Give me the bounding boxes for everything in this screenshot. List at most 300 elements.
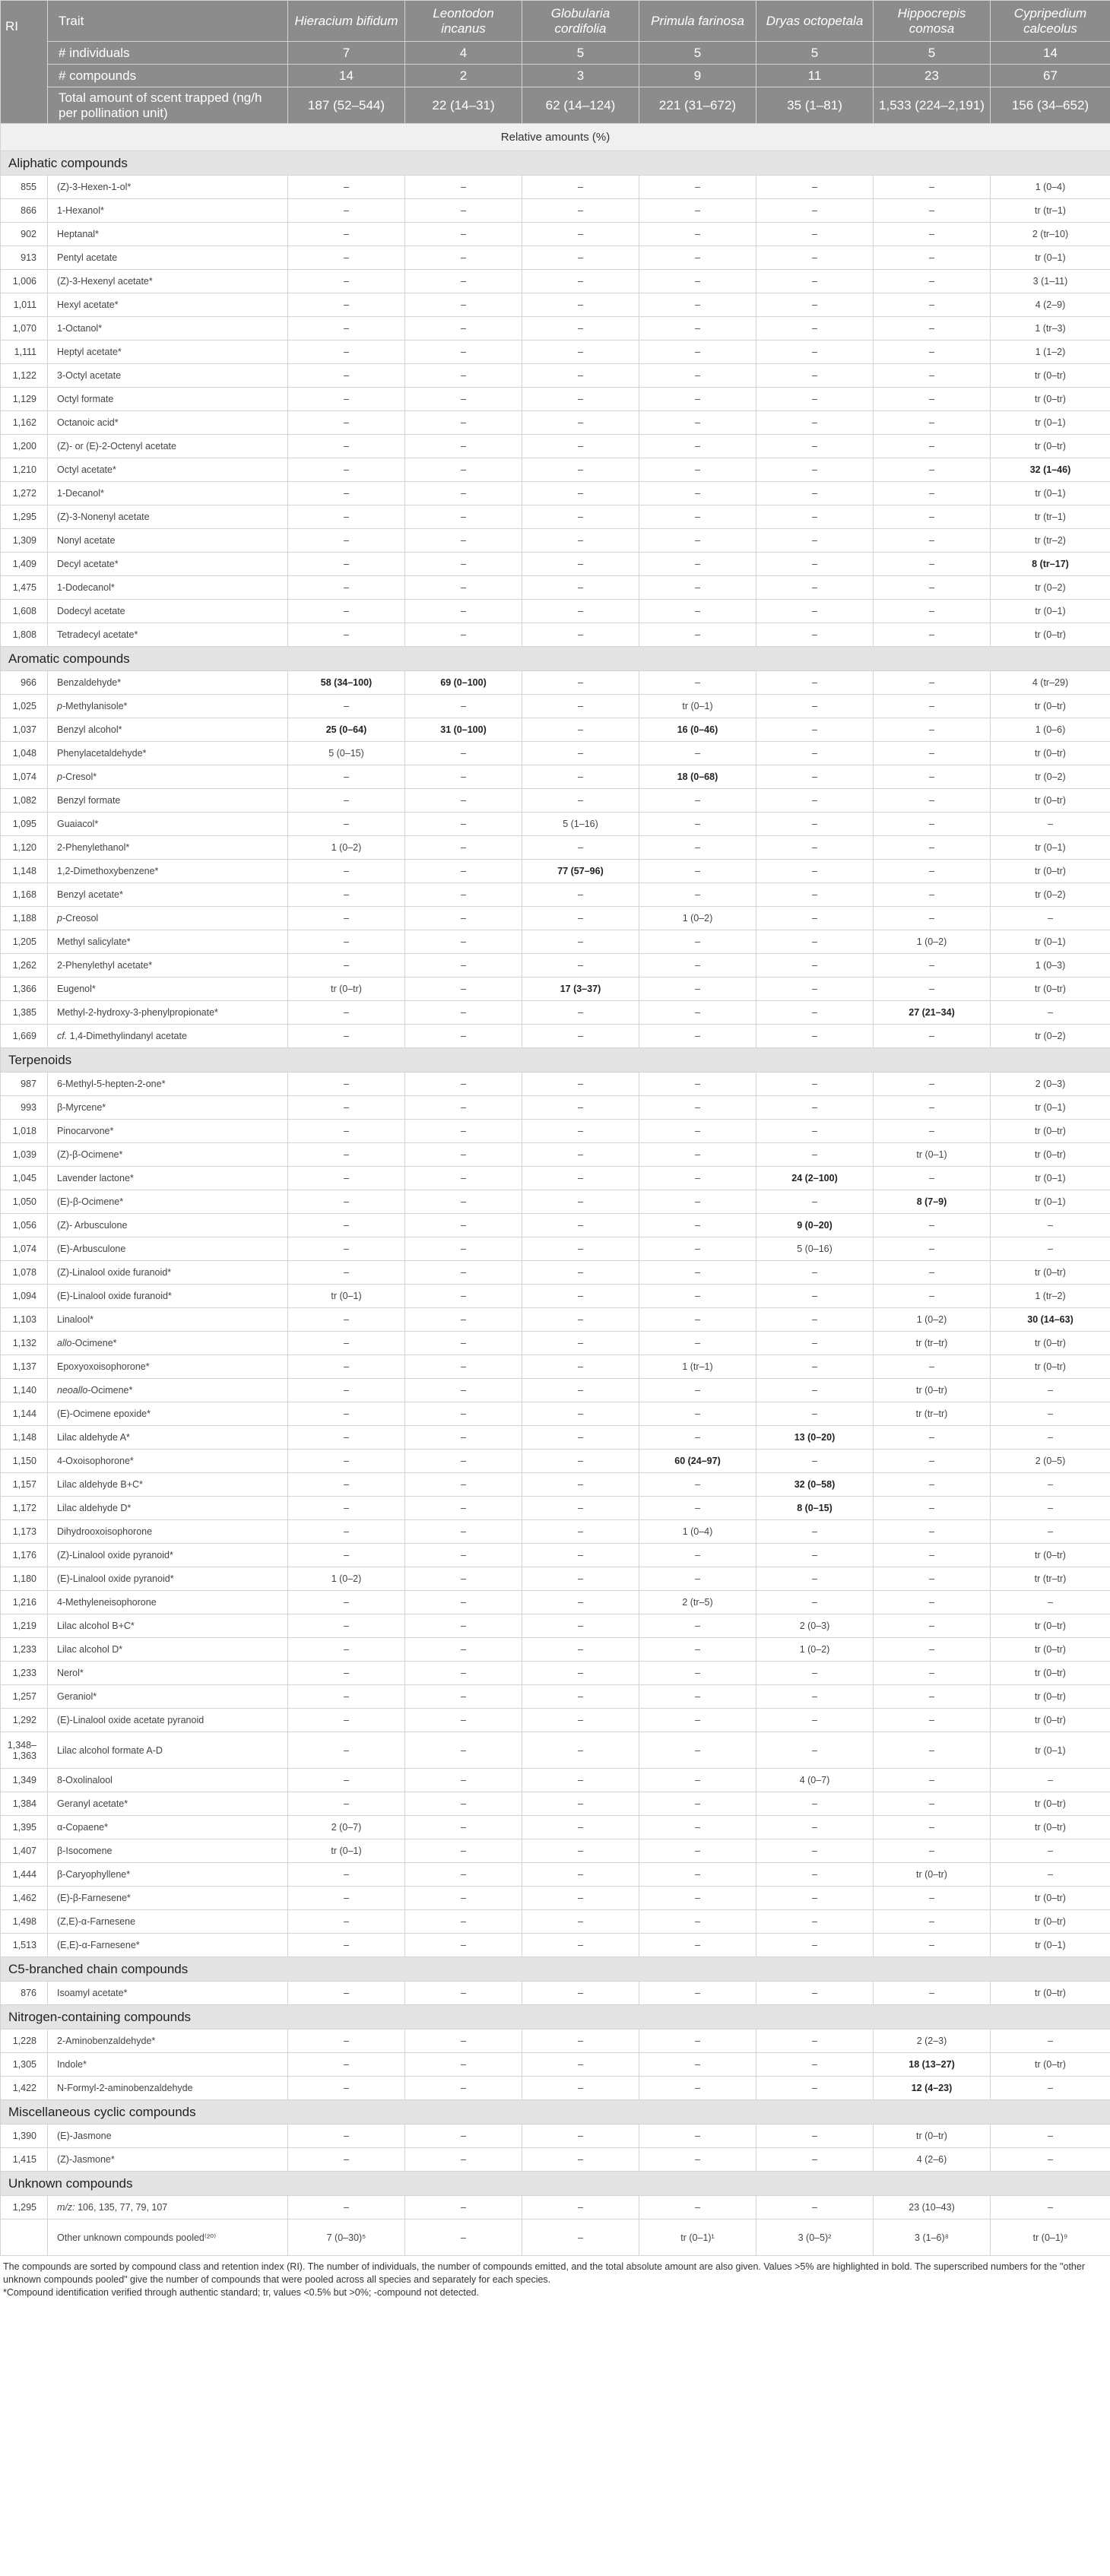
relative-amount-cell: 3 (0–5)² bbox=[756, 2220, 874, 2256]
relative-amount-cell: – bbox=[874, 1237, 991, 1261]
retention-index: 993 bbox=[1, 1096, 48, 1120]
relative-amount-cell: – bbox=[874, 600, 991, 623]
relative-amount-cell: – bbox=[522, 1167, 639, 1190]
relative-amount-cell: – bbox=[405, 1025, 522, 1048]
table-row bbox=[1, 2029, 1110, 2053]
relative-amount-cell: – bbox=[639, 1638, 756, 1662]
table-row bbox=[1, 742, 1110, 765]
relative-amount-cell: – bbox=[522, 223, 639, 246]
species-header: Globularia cordifolia bbox=[522, 1, 639, 42]
relative-amount-cell: – bbox=[756, 1662, 874, 1685]
compound-name: Benzyl formate bbox=[48, 789, 288, 813]
relative-amount-cell: tr (0–1) bbox=[991, 1732, 1110, 1769]
relative-amount-cell: – bbox=[405, 176, 522, 199]
relative-amount-cell: – bbox=[874, 458, 991, 482]
relative-amount-cell: tr (0–tr) bbox=[991, 388, 1110, 411]
relative-amount-cell: – bbox=[874, 1982, 991, 2005]
retention-index: 1,233 bbox=[1, 1638, 48, 1662]
relative-amount-cell: – bbox=[874, 1887, 991, 1910]
relative-amount-cell: – bbox=[405, 907, 522, 930]
table-row bbox=[1, 529, 1110, 553]
relative-amount-cell: tr (0–tr) bbox=[991, 860, 1110, 883]
table-row bbox=[1, 1982, 1110, 2005]
relative-amount-cell: 2 (0–3) bbox=[756, 1614, 874, 1638]
compound-name: m/z: 106, 135, 77, 79, 107 bbox=[48, 2196, 288, 2220]
relative-amount-cell: – bbox=[639, 576, 756, 600]
relative-amount-cell: – bbox=[522, 1839, 639, 1863]
relative-amount-cell: – bbox=[288, 695, 405, 718]
relative-amount-cell: – bbox=[288, 364, 405, 388]
relative-amount-cell: – bbox=[874, 742, 991, 765]
relative-amount-cell: 60 (24–97) bbox=[639, 1450, 756, 1473]
compound-name: p-Methylanisole* bbox=[48, 695, 288, 718]
relative-amount-cell: – bbox=[874, 1816, 991, 1839]
relative-amount-cell: – bbox=[288, 1143, 405, 1167]
relative-amount-cell: – bbox=[874, 1167, 991, 1190]
retention-index: 1,140 bbox=[1, 1379, 48, 1402]
table-row bbox=[1, 1638, 1110, 1662]
table-row bbox=[1, 1096, 1110, 1120]
table-row bbox=[1, 977, 1110, 1001]
retention-index: 1,233 bbox=[1, 1662, 48, 1685]
relative-amount-cell: – bbox=[639, 1732, 756, 1769]
relative-amount-cell: – bbox=[522, 742, 639, 765]
relative-amount-cell: – bbox=[288, 2053, 405, 2077]
compound-name: Benzyl acetate* bbox=[48, 883, 288, 907]
relative-amount-cell: – bbox=[756, 977, 874, 1001]
relative-amount-cell: – bbox=[405, 1402, 522, 1426]
retention-index: 1,070 bbox=[1, 317, 48, 341]
relative-amount-cell: – bbox=[405, 270, 522, 293]
relative-amount-cell: 32 (1–46) bbox=[991, 458, 1110, 482]
retention-index: 1,216 bbox=[1, 1591, 48, 1614]
trait-value: 9 bbox=[639, 65, 756, 87]
table-row bbox=[1, 2196, 1110, 2220]
relative-amount-cell: – bbox=[288, 1402, 405, 1426]
relative-amount-cell: – bbox=[288, 2077, 405, 2100]
relative-amount-cell: – bbox=[756, 1934, 874, 1957]
relative-amount-cell: – bbox=[405, 223, 522, 246]
trait-value: 156 (34–652) bbox=[991, 87, 1110, 124]
relative-amount-cell: 16 (0–46) bbox=[639, 718, 756, 742]
compound-name: neoallo-Ocimene* bbox=[48, 1379, 288, 1402]
relative-amount-cell: – bbox=[405, 388, 522, 411]
retention-index: 1,172 bbox=[1, 1497, 48, 1520]
compound-name: Nerol* bbox=[48, 1662, 288, 1685]
relative-amount-cell: – bbox=[991, 1237, 1110, 1261]
relative-amount-cell: tr (0–tr) bbox=[991, 1910, 1110, 1934]
relative-amount-cell: – bbox=[874, 718, 991, 742]
relative-amount-cell: tr (tr–tr) bbox=[991, 1567, 1110, 1591]
retention-index: 1,462 bbox=[1, 1887, 48, 1910]
compound-name: 6-Methyl-5-hepten-2-one* bbox=[48, 1073, 288, 1096]
relative-amount-cell: – bbox=[991, 2124, 1110, 2148]
relative-amount-cell: – bbox=[639, 1096, 756, 1120]
section-header-row bbox=[1, 151, 1110, 176]
relative-amount-cell: – bbox=[288, 1497, 405, 1520]
relative-amount-cell: – bbox=[522, 2029, 639, 2053]
table-row bbox=[1, 813, 1110, 836]
relative-amount-cell: – bbox=[288, 1450, 405, 1473]
relative-amount-cell: – bbox=[639, 1473, 756, 1497]
compound-name: (E)-β-Ocimene* bbox=[48, 1190, 288, 1214]
relative-amount-cell: – bbox=[522, 1473, 639, 1497]
relative-amount-cell: – bbox=[756, 435, 874, 458]
relative-amount-cell: 13 (0–20) bbox=[756, 1426, 874, 1450]
table-row bbox=[1, 1769, 1110, 1792]
table-row bbox=[1, 1816, 1110, 1839]
relative-amount-cell: – bbox=[405, 482, 522, 505]
relative-amount-cell: – bbox=[522, 1567, 639, 1591]
compound-name: β-Isocomene bbox=[48, 1839, 288, 1863]
table-row bbox=[1, 1473, 1110, 1497]
table-row bbox=[1, 270, 1110, 293]
relative-amount-cell: tr (tr–1) bbox=[991, 199, 1110, 223]
compound-name: 1-Octanol* bbox=[48, 317, 288, 341]
relative-amount-cell: – bbox=[756, 1355, 874, 1379]
relative-amount-cell: – bbox=[756, 930, 874, 954]
retention-index: 1,078 bbox=[1, 1261, 48, 1285]
relative-amount-cell: 2 (0–3) bbox=[991, 1073, 1110, 1096]
relative-amount-cell: – bbox=[639, 2124, 756, 2148]
relative-amount-cell: – bbox=[639, 341, 756, 364]
relative-amount-cell: – bbox=[405, 576, 522, 600]
relative-amount-cell: – bbox=[288, 1190, 405, 1214]
retention-index: 1,305 bbox=[1, 2053, 48, 2077]
retention-index: 1,074 bbox=[1, 765, 48, 789]
section-header-row bbox=[1, 1048, 1110, 1073]
relative-amount-cell: – bbox=[405, 1379, 522, 1402]
relative-amount-cell: 8 (tr–17) bbox=[991, 553, 1110, 576]
relative-amount-cell: – bbox=[756, 907, 874, 930]
relative-amount-cell: – bbox=[639, 482, 756, 505]
relative-amount-cell: tr (0–1) bbox=[288, 1285, 405, 1308]
relative-amount-cell: – bbox=[874, 1261, 991, 1285]
compound-name: 8-Oxolinalool bbox=[48, 1769, 288, 1792]
relative-amount-cell: tr (0–tr) bbox=[991, 695, 1110, 718]
relative-amount-cell: tr (0–tr) bbox=[991, 1662, 1110, 1685]
relative-amount-cell: – bbox=[288, 223, 405, 246]
relative-amount-cell: tr (0–1) bbox=[991, 246, 1110, 270]
retention-index: 1,006 bbox=[1, 270, 48, 293]
compound-name: Benzyl alcohol* bbox=[48, 718, 288, 742]
compound-name: Heptanal* bbox=[48, 223, 288, 246]
retention-index: 1,808 bbox=[1, 623, 48, 647]
relative-amount-cell: – bbox=[405, 2196, 522, 2220]
retention-index: 1,120 bbox=[1, 836, 48, 860]
relative-amount-cell: 1 (0–4) bbox=[639, 1520, 756, 1544]
relative-amount-cell: tr (0–tr) bbox=[991, 2053, 1110, 2077]
relative-amount-cell: – bbox=[756, 2053, 874, 2077]
compound-name: (E,E)-α-Farnesene* bbox=[48, 1934, 288, 1957]
relative-amount-cell: – bbox=[522, 907, 639, 930]
relative-amount-cell: – bbox=[522, 954, 639, 977]
compound-name: Lavender lactone* bbox=[48, 1167, 288, 1190]
relative-amount-cell: – bbox=[522, 2053, 639, 2077]
species-header: Primula farinosa bbox=[639, 1, 756, 42]
relative-amount-cell: – bbox=[874, 1910, 991, 1934]
relative-amount-cell: – bbox=[522, 718, 639, 742]
table-row bbox=[1, 1910, 1110, 1934]
species-header: Hippocrepis comosa bbox=[874, 1, 991, 42]
relative-amount-cell: – bbox=[522, 1190, 639, 1214]
table-row bbox=[1, 2077, 1110, 2100]
relative-amount-cell: tr (0–tr) bbox=[991, 742, 1110, 765]
retention-index: 1,074 bbox=[1, 1237, 48, 1261]
relative-amount-cell: tr (0–tr) bbox=[874, 1379, 991, 1402]
relative-amount-cell: – bbox=[874, 1614, 991, 1638]
relative-amount-cell: – bbox=[405, 1910, 522, 1934]
table-row bbox=[1, 388, 1110, 411]
compound-name: Pinocarvone* bbox=[48, 1120, 288, 1143]
compound-name: (Z)-3-Hexenyl acetate* bbox=[48, 270, 288, 293]
relative-amount-cell: – bbox=[874, 1450, 991, 1473]
relative-amount-cell: – bbox=[405, 1769, 522, 1792]
relative-amount-cell: – bbox=[288, 623, 405, 647]
relative-amount-cell: tr (0–tr) bbox=[991, 1614, 1110, 1638]
relative-amount-cell: – bbox=[405, 364, 522, 388]
relative-amount-cell: – bbox=[874, 199, 991, 223]
relative-amount-cell: – bbox=[874, 1567, 991, 1591]
relative-amount-cell: – bbox=[639, 1285, 756, 1308]
compound-name: Nonyl acetate bbox=[48, 529, 288, 553]
relative-amount-cell: – bbox=[874, 576, 991, 600]
relative-amount-cell: – bbox=[874, 505, 991, 529]
relative-amount-cell: – bbox=[756, 1709, 874, 1732]
relative-amount-cell: 69 (0–100) bbox=[405, 671, 522, 695]
relative-amount-cell: – bbox=[288, 1863, 405, 1887]
relative-amount-cell: – bbox=[756, 718, 874, 742]
table-row bbox=[1, 1355, 1110, 1379]
table-row bbox=[1, 246, 1110, 270]
relative-amount-cell: – bbox=[405, 1816, 522, 1839]
relative-amount-cell: – bbox=[288, 1001, 405, 1025]
relative-amount-cell: – bbox=[288, 1308, 405, 1332]
relative-amount-cell: – bbox=[874, 1792, 991, 1816]
relative-amount-cell: – bbox=[874, 1769, 991, 1792]
relative-amount-cell: 4 (0–7) bbox=[756, 1769, 874, 1792]
header-row-trait bbox=[1, 1, 1110, 42]
relative-amount-cell: tr (0–1) bbox=[288, 1839, 405, 1863]
relative-amount-cell: 7 (0–30)⁵ bbox=[288, 2220, 405, 2256]
relative-amount-cell: – bbox=[874, 341, 991, 364]
retention-index: 1,039 bbox=[1, 1143, 48, 1167]
relative-amount-cell: – bbox=[991, 1473, 1110, 1497]
relative-amount-cell: – bbox=[874, 1214, 991, 1237]
relative-amount-cell: – bbox=[756, 1261, 874, 1285]
table-row bbox=[1, 1520, 1110, 1544]
relative-amount-cell: – bbox=[639, 1685, 756, 1709]
table-row bbox=[1, 1709, 1110, 1732]
relative-amount-cell: – bbox=[874, 789, 991, 813]
relative-amount-cell: – bbox=[874, 1120, 991, 1143]
relative-amount-cell: – bbox=[288, 2029, 405, 2053]
relative-amount-cell: – bbox=[405, 2029, 522, 2053]
relative-amount-cell: – bbox=[756, 553, 874, 576]
relative-amount-cell: 1 (0–3) bbox=[991, 954, 1110, 977]
compound-name: Pentyl acetate bbox=[48, 246, 288, 270]
relative-amount-cell: 3 (1–11) bbox=[991, 270, 1110, 293]
relative-amount-cell: – bbox=[639, 317, 756, 341]
relative-amount-cell: – bbox=[874, 1073, 991, 1096]
relative-amount-cell: – bbox=[639, 1839, 756, 1863]
trait-value: 2 bbox=[405, 65, 522, 87]
relative-amount-cell: – bbox=[639, 1025, 756, 1048]
relative-amount-cell: – bbox=[405, 529, 522, 553]
relative-amount-cell: – bbox=[288, 505, 405, 529]
retention-index: 1,137 bbox=[1, 1355, 48, 1379]
relative-amount-cell: – bbox=[288, 2124, 405, 2148]
table-row bbox=[1, 1450, 1110, 1473]
relative-amount-cell: – bbox=[288, 411, 405, 435]
retention-index: 855 bbox=[1, 176, 48, 199]
compound-name: (Z)-Jasmone* bbox=[48, 2148, 288, 2172]
relative-amount-cell: – bbox=[405, 2220, 522, 2256]
relative-amount-cell: – bbox=[874, 435, 991, 458]
relative-amount-cell: 5 (0–16) bbox=[756, 1237, 874, 1261]
table-row bbox=[1, 1073, 1110, 1096]
relative-amount-cell: – bbox=[288, 1473, 405, 1497]
relative-amount-cell: – bbox=[756, 2124, 874, 2148]
relative-amount-cell: – bbox=[874, 1709, 991, 1732]
relative-amount-cell: – bbox=[522, 1769, 639, 1792]
relative-amount-cell: – bbox=[639, 199, 756, 223]
retention-index: 1,132 bbox=[1, 1332, 48, 1355]
retention-index: 902 bbox=[1, 223, 48, 246]
table-row bbox=[1, 765, 1110, 789]
relative-amount-cell: – bbox=[639, 1237, 756, 1261]
relative-amount-cell: – bbox=[756, 1863, 874, 1887]
relative-amount-cell: – bbox=[639, 1261, 756, 1285]
table-row bbox=[1, 458, 1110, 482]
relative-amount-cell: – bbox=[991, 907, 1110, 930]
table-row bbox=[1, 1120, 1110, 1143]
trait-label: Total amount of scent trapped (ng/h per pollination unit) bbox=[48, 87, 288, 124]
relative-amount-cell: – bbox=[756, 813, 874, 836]
relative-amount-cell: – bbox=[522, 1934, 639, 1957]
relative-amount-cell: – bbox=[288, 813, 405, 836]
relative-amount-cell: – bbox=[288, 1332, 405, 1355]
relative-amount-cell: – bbox=[756, 1120, 874, 1143]
relative-amount-cell: – bbox=[756, 1685, 874, 1709]
relative-amount-cell: – bbox=[288, 1426, 405, 1450]
relative-amount-cell: – bbox=[991, 2077, 1110, 2100]
relative-amount-cell: – bbox=[874, 411, 991, 435]
relative-amount-cell: – bbox=[639, 270, 756, 293]
relative-amount-cell: – bbox=[756, 576, 874, 600]
relative-amount-cell: – bbox=[405, 1001, 522, 1025]
retention-index: 1,168 bbox=[1, 883, 48, 907]
relative-amount-cell: – bbox=[756, 223, 874, 246]
table-row bbox=[1, 836, 1110, 860]
relative-amount-cell: – bbox=[405, 1887, 522, 1910]
relative-amount-cell: – bbox=[756, 411, 874, 435]
relative-amount-cell: – bbox=[756, 789, 874, 813]
compound-name: 1-Hexanol* bbox=[48, 199, 288, 223]
compound-name: Lilac alcohol D* bbox=[48, 1638, 288, 1662]
compound-name: Hexyl acetate* bbox=[48, 293, 288, 317]
relative-amount-cell: tr (0–1) bbox=[874, 1143, 991, 1167]
retention-index: 1,366 bbox=[1, 977, 48, 1001]
table-row bbox=[1, 553, 1110, 576]
relative-amount-cell: – bbox=[874, 1544, 991, 1567]
relative-amount-cell: – bbox=[288, 1792, 405, 1816]
relative-amount-cell: – bbox=[639, 1073, 756, 1096]
table-row bbox=[1, 2053, 1110, 2077]
relative-amount-cell: 27 (21–34) bbox=[874, 1001, 991, 1025]
table-row bbox=[1, 482, 1110, 505]
relative-amount-cell: – bbox=[522, 199, 639, 223]
relative-amount-cell: – bbox=[405, 2053, 522, 2077]
relative-amount-cell: 1 (0–4) bbox=[991, 176, 1110, 199]
compound-name: p-Creosol bbox=[48, 907, 288, 930]
retention-index: 1,349 bbox=[1, 1769, 48, 1792]
relative-amount-cell: – bbox=[522, 576, 639, 600]
relative-amount-cell: – bbox=[405, 600, 522, 623]
table-row bbox=[1, 1839, 1110, 1863]
table-row bbox=[1, 293, 1110, 317]
relative-amount-cell: – bbox=[522, 1863, 639, 1887]
table-row bbox=[1, 1025, 1110, 1048]
compound-name: (Z)-Linalool oxide pyranoid* bbox=[48, 1544, 288, 1567]
retention-index: 1,111 bbox=[1, 341, 48, 364]
trait-value: 14 bbox=[288, 65, 405, 87]
relative-amount-cell: – bbox=[522, 1497, 639, 1520]
relative-amount-cell: – bbox=[288, 482, 405, 505]
relative-amount-cell: – bbox=[522, 388, 639, 411]
relative-amount-cell: – bbox=[405, 2124, 522, 2148]
relative-amount-cell: tr (0–tr) bbox=[991, 977, 1110, 1001]
compound-name: 4-Methyleneisophorone bbox=[48, 1591, 288, 1614]
relative-amount-cell: – bbox=[522, 1982, 639, 2005]
species-header: Leontodon incanus bbox=[405, 1, 522, 42]
retention-index: 1,095 bbox=[1, 813, 48, 836]
table-row bbox=[1, 1544, 1110, 1567]
relative-amount-cell: – bbox=[522, 411, 639, 435]
relative-amount-cell: tr (0–tr) bbox=[991, 1261, 1110, 1285]
relative-amount-cell: tr (0–1) bbox=[991, 1096, 1110, 1120]
relative-amount-cell: – bbox=[288, 1214, 405, 1237]
relative-amount-cell: – bbox=[522, 2077, 639, 2100]
relative-amount-cell: – bbox=[639, 246, 756, 270]
compound-name: (Z)-3-Hexen-1-ol* bbox=[48, 176, 288, 199]
relative-amount-cell: – bbox=[522, 364, 639, 388]
retention-index: 1,011 bbox=[1, 293, 48, 317]
relative-amount-cell: – bbox=[522, 270, 639, 293]
relative-amount-cell: tr (0–2) bbox=[991, 765, 1110, 789]
relative-amount-cell: 5 (0–15) bbox=[288, 742, 405, 765]
relative-amount-cell: – bbox=[874, 954, 991, 977]
relative-amount-cell: 1 (0–6) bbox=[991, 718, 1110, 742]
retention-index: 1,309 bbox=[1, 529, 48, 553]
table-row bbox=[1, 789, 1110, 813]
trait-value: 5 bbox=[756, 42, 874, 65]
relative-amount-cell: – bbox=[522, 458, 639, 482]
relative-amount-cell: – bbox=[639, 1120, 756, 1143]
relative-amount-cell: 1 (0–2) bbox=[288, 836, 405, 860]
table-row bbox=[1, 1261, 1110, 1285]
relative-amount-cell: – bbox=[288, 270, 405, 293]
compound-name: 2-Aminobenzaldehyde* bbox=[48, 2029, 288, 2053]
relative-amount-cell: – bbox=[522, 1379, 639, 1402]
retention-index: 1,210 bbox=[1, 458, 48, 482]
retention-index: 1,188 bbox=[1, 907, 48, 930]
compound-name: (E)-Linalool oxide pyranoid* bbox=[48, 1567, 288, 1591]
retention-index: 1,150 bbox=[1, 1450, 48, 1473]
retention-index: 1,082 bbox=[1, 789, 48, 813]
compound-name: Benzaldehyde* bbox=[48, 671, 288, 695]
relative-amount-cell: 77 (57–96) bbox=[522, 860, 639, 883]
